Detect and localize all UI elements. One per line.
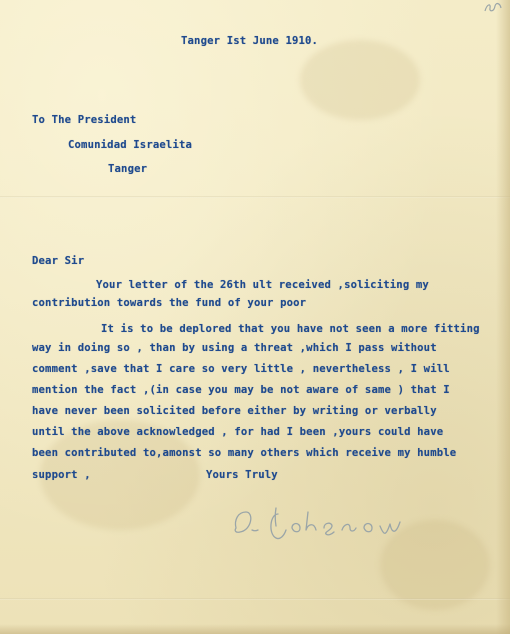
handwritten-signature [228, 500, 418, 544]
body-line: mention the fact ,(in case you may be not aware of same ) that I [32, 384, 450, 396]
body-line: comment ,save that I care so very little , nevertheless , I will [32, 363, 450, 375]
paper-fold [0, 196, 510, 198]
paper-edge-right [496, 0, 510, 634]
paper-edge-bottom [0, 624, 510, 634]
paper-stain [300, 40, 420, 120]
body-line: contribution towards the fund of your poor [32, 297, 307, 309]
addressee-line-1: To The President [32, 114, 137, 126]
closing: Yours Truly [206, 469, 278, 481]
date-line: Tanger Ist June 1910. [181, 35, 319, 47]
pencil-mark-icon [482, 0, 504, 14]
body-line: until the above acknowledged , for had I been ,yours could have [32, 426, 444, 438]
body-line: Your letter of the 26th ult received ,soliciting my [96, 279, 429, 291]
addressee-line-2: Comunidad Israelita [68, 139, 193, 151]
paper-fold [0, 598, 510, 600]
body-line: been contributed to,amonst so many others which receive my humble [32, 447, 457, 459]
body-line: have never been solicited before either by writing or verbally [32, 405, 437, 417]
addressee-line-3: Tanger [108, 163, 148, 175]
salutation: Dear Sir [32, 255, 85, 267]
body-line: It is to be deplored that you have not seen a more fitting [101, 323, 480, 335]
body-line: way in doing so , than by using a threat ,which I pass without [32, 342, 437, 354]
body-line: support , [32, 469, 91, 481]
